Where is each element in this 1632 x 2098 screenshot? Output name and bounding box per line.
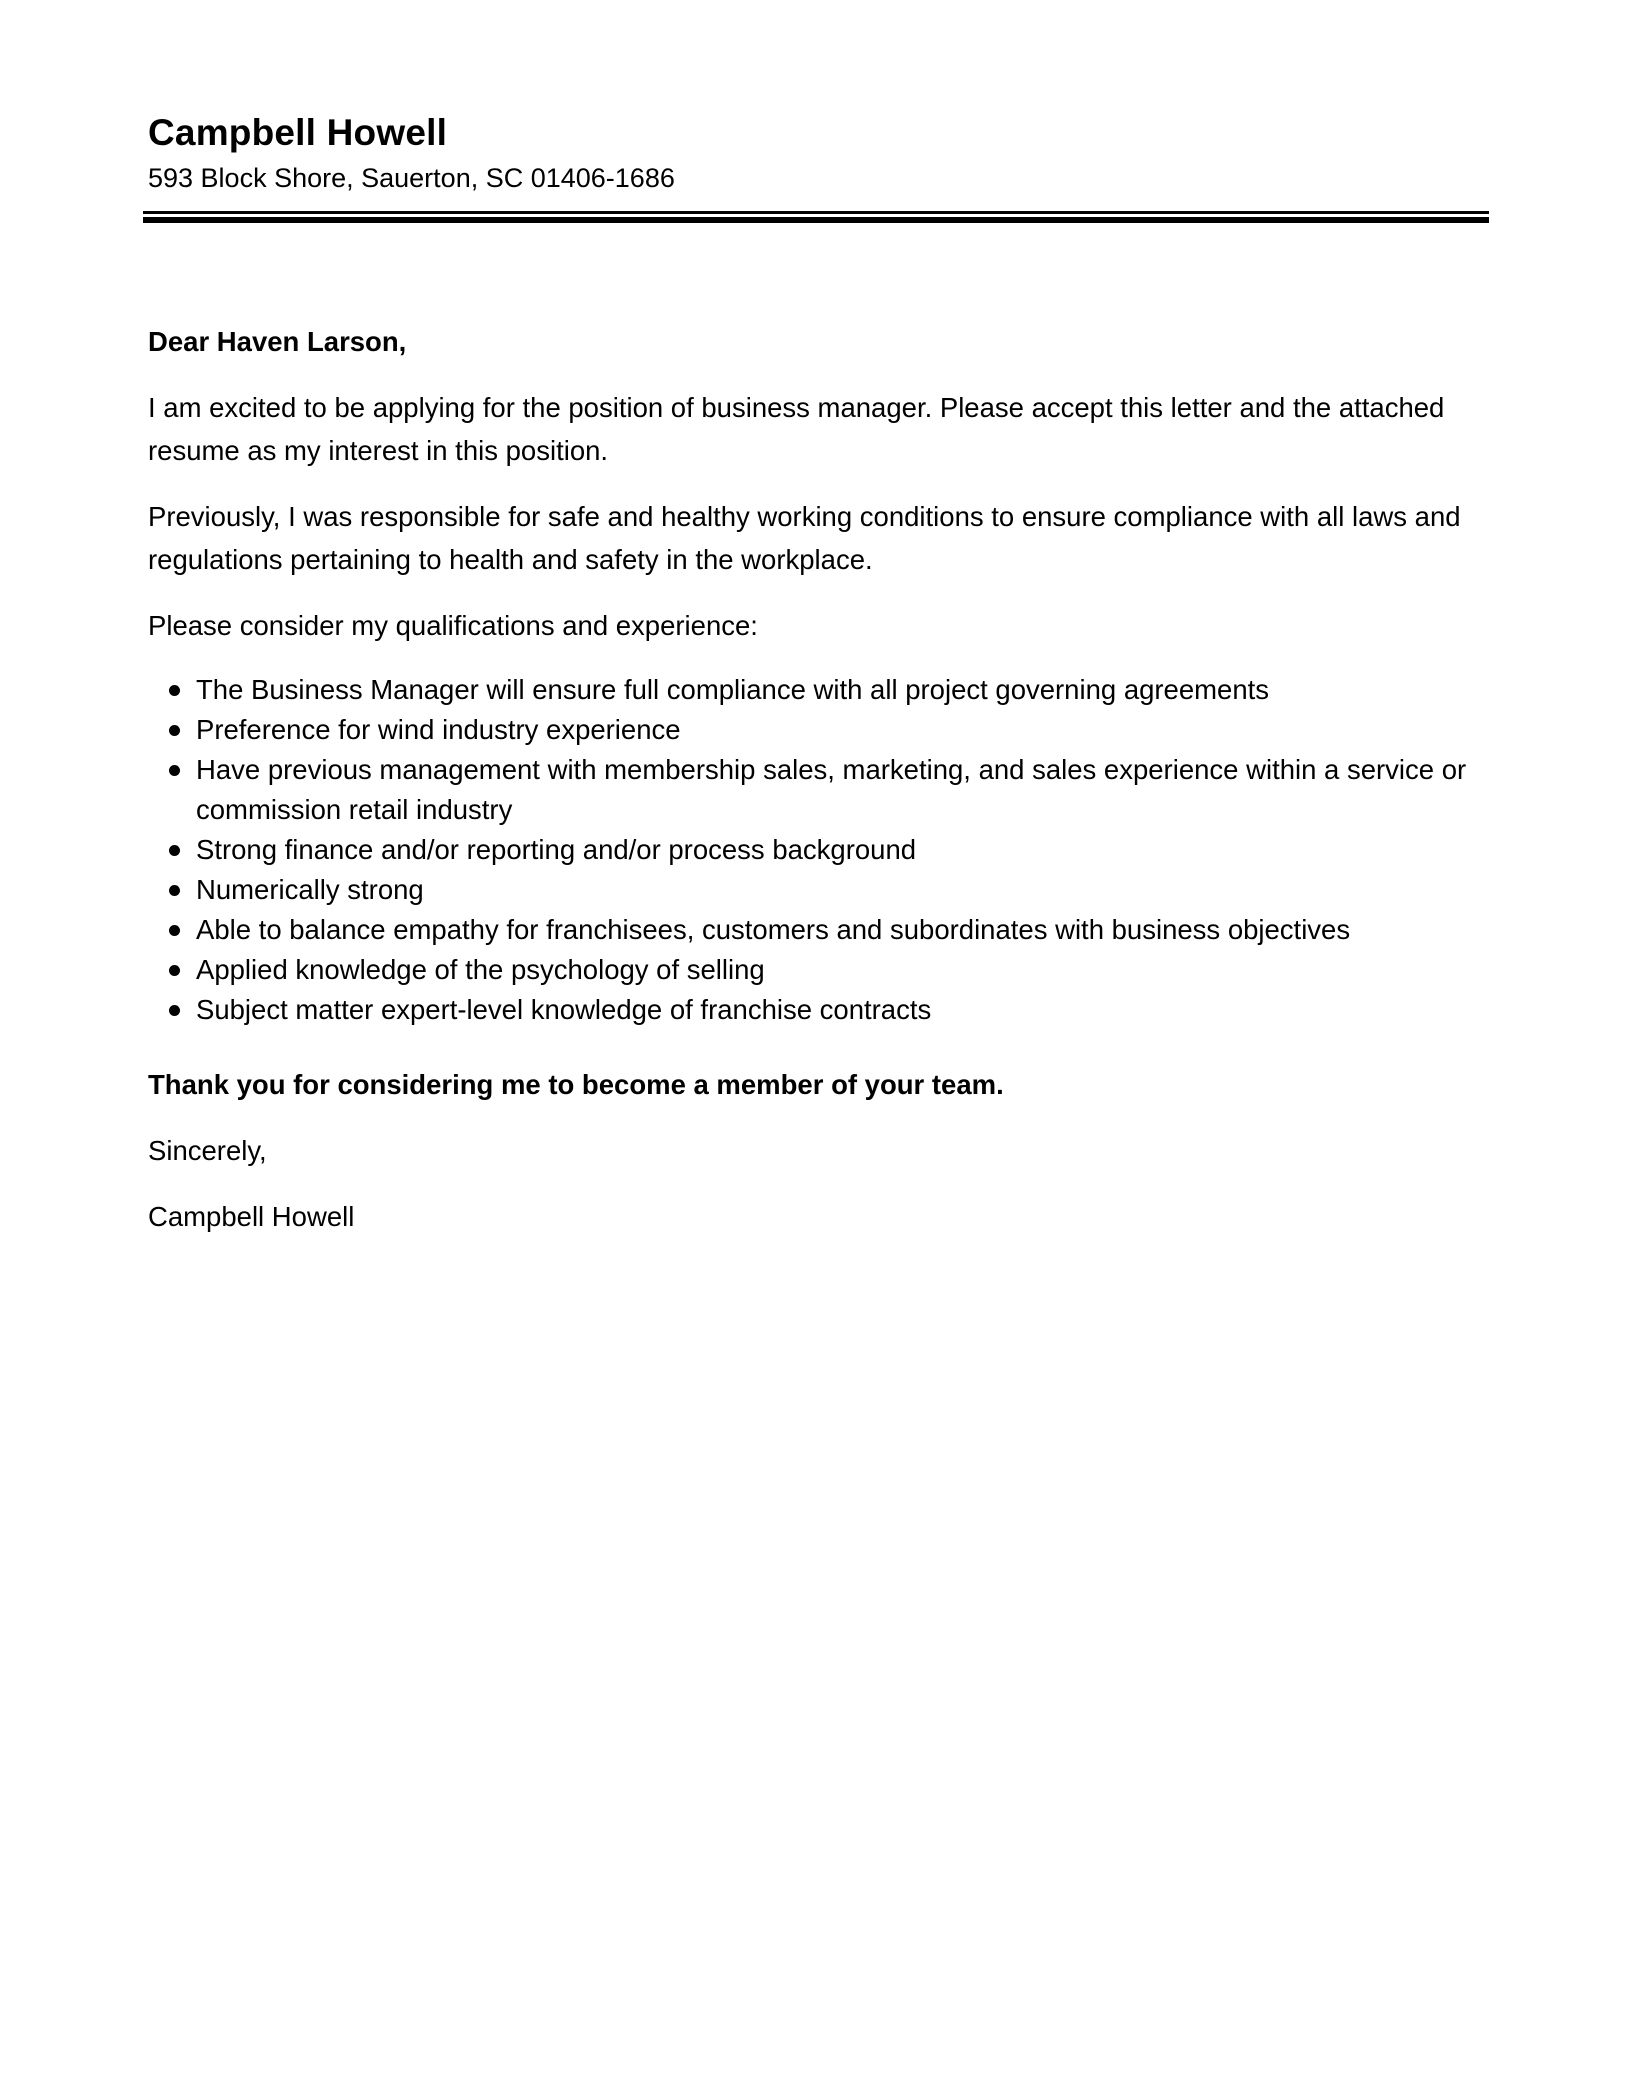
list-item: The Business Manager will ensure full compliance with all project governing agreements — [148, 670, 1488, 710]
bullet-icon — [169, 725, 180, 736]
list-item: Numerically strong — [148, 870, 1488, 910]
bullet-icon — [169, 845, 180, 856]
sender-address: 593 Block Shore, Sauerton, SC 01406-1686 — [148, 163, 675, 193]
list-item: Have previous management with membership sales, marketing, and sales experience within a service or commission retail industry — [148, 750, 1488, 830]
list-item: Preference for wind industry experience — [148, 710, 1488, 750]
signoff: Sincerely, — [148, 1135, 267, 1166]
signature-name: Campbell Howell — [148, 1201, 355, 1232]
list-item: Applied knowledge of the psychology of selling — [148, 950, 1488, 990]
salutation: Dear Haven Larson, — [148, 326, 407, 357]
letter-header — [148, 108, 1488, 198]
bullet-icon — [169, 885, 180, 896]
paragraph-intro: I am excited to be applying for the position of business manager. Please accept this letter and the attached resume as my interest in this position. — [148, 392, 1445, 466]
bullet-icon — [169, 765, 180, 776]
bullet-icon — [169, 1005, 180, 1016]
closing-line: Thank you for considering me to become a member of your team. — [148, 1069, 1004, 1100]
qualifications-list — [148, 670, 1488, 1030]
paragraph-experience: Previously, I was responsible for safe and healthy working conditions to ensure compliance with all laws and regulations pertaining to health and safety in the workplace. — [148, 501, 1461, 575]
bullet-icon — [169, 925, 180, 936]
bullet-icon — [169, 965, 180, 976]
bullet-icon — [169, 685, 180, 696]
header-divider — [143, 211, 1489, 223]
paragraph-qualifications-lead: Please consider my qualifications and experience: — [148, 610, 758, 641]
letter-body — [148, 320, 1488, 1261]
list-item: Strong finance and/or reporting and/or process background — [148, 830, 1488, 870]
list-item: Subject matter expert-level knowledge of franchise contracts — [148, 990, 1488, 1030]
list-item: Able to balance empathy for franchisees, customers and subordinates with business objectives — [148, 910, 1488, 950]
sender-name: Campbell Howell — [148, 112, 448, 153]
